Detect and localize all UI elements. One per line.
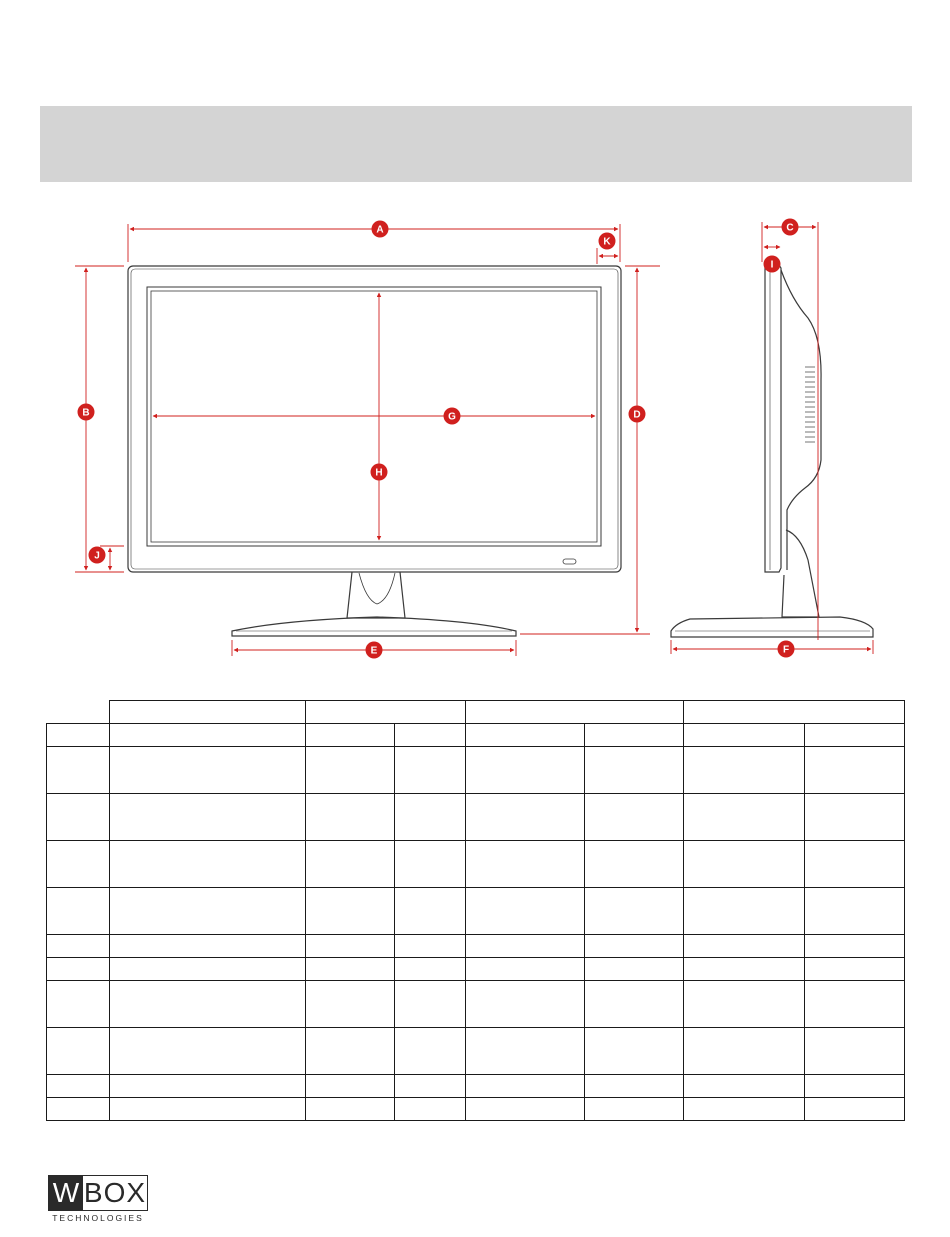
table-cell [585, 724, 684, 747]
table-cell [306, 935, 395, 958]
table-cell [805, 958, 905, 981]
front-view [128, 266, 621, 636]
monitor-outer-frame [128, 266, 621, 572]
logo-wordmark: BOX [83, 1177, 147, 1208]
table-cell [110, 747, 306, 794]
table-cell [110, 935, 306, 958]
table-cell [47, 981, 110, 1028]
badge-k [599, 233, 616, 250]
table-row [47, 1028, 905, 1075]
wbox-logo [48, 1175, 148, 1225]
table-cell [466, 888, 585, 935]
badge-f [778, 641, 795, 658]
table-row [47, 888, 905, 935]
table-cell [684, 724, 805, 747]
table-cell [306, 958, 395, 981]
table-cell [684, 747, 805, 794]
table-cell [805, 794, 905, 841]
table-cell [47, 888, 110, 935]
table-cell [306, 841, 395, 888]
table-cell [466, 701, 684, 724]
table-cell [684, 1028, 805, 1075]
table-cell [585, 1098, 684, 1121]
table-cell [110, 981, 306, 1028]
badge-b [78, 404, 95, 421]
table-cell [684, 958, 805, 981]
table-cell [395, 1075, 466, 1098]
table-group-header-row [47, 701, 905, 724]
table-row [47, 1075, 905, 1098]
svg-text:G: G [448, 411, 456, 423]
table-cell [395, 841, 466, 888]
badge-i [764, 256, 781, 273]
table-cell [47, 841, 110, 888]
table-cell [585, 958, 684, 981]
table-row [47, 935, 905, 958]
table-cell [585, 841, 684, 888]
table-cell [805, 888, 905, 935]
table-cell [466, 747, 585, 794]
table-cell [684, 701, 905, 724]
badge-h [371, 464, 388, 481]
table-cell [466, 1075, 585, 1098]
badge-e [366, 642, 383, 659]
badge-g [444, 408, 461, 425]
table-cell [306, 747, 395, 794]
table-cell [585, 1028, 684, 1075]
table-cell [805, 1075, 905, 1098]
table-cell [805, 747, 905, 794]
table-cell [395, 1098, 466, 1121]
table-cell [466, 958, 585, 981]
table-cell [110, 724, 306, 747]
table-row [47, 841, 905, 888]
table-cell [395, 1028, 466, 1075]
table-cell [585, 935, 684, 958]
side-back-shell [781, 270, 821, 570]
table-cell [47, 794, 110, 841]
table-cell [805, 1028, 905, 1075]
table-cell [110, 841, 306, 888]
table-cell [306, 724, 395, 747]
svg-text:I: I [770, 259, 774, 271]
stand-base [232, 617, 516, 636]
table-cell [110, 958, 306, 981]
table-cell [110, 1098, 306, 1121]
table-row [47, 981, 905, 1028]
table-cell [805, 981, 905, 1028]
badge-a [372, 221, 389, 238]
table-cell [306, 888, 395, 935]
table-header-row [47, 724, 905, 747]
table-cell [110, 1075, 306, 1098]
table-cell [110, 794, 306, 841]
screen [151, 291, 597, 542]
table-cell [306, 1098, 395, 1121]
power-button [563, 559, 576, 564]
table-cell [395, 958, 466, 981]
table-row [47, 1098, 905, 1121]
table-cell [306, 701, 466, 724]
side-panel [765, 265, 781, 572]
svg-text:A: A [376, 224, 384, 236]
table-cell [684, 888, 805, 935]
table-cell [466, 794, 585, 841]
table-cell [395, 888, 466, 935]
logo-subtitle: TECHNOLOGIES [52, 1213, 144, 1223]
svg-text:C: C [786, 222, 794, 234]
svg-text:F: F [782, 644, 790, 656]
table-cell [466, 1028, 585, 1075]
table-cell [684, 981, 805, 1028]
svg-text:B: B [82, 407, 90, 419]
badge-j [89, 547, 106, 564]
table-cell [466, 841, 585, 888]
table-cell [466, 1098, 585, 1121]
table-cell [684, 935, 805, 958]
table-cell [805, 935, 905, 958]
table-cell [585, 888, 684, 935]
table-cell [684, 1075, 805, 1098]
side-vents [805, 367, 815, 442]
table-cell [585, 747, 684, 794]
svg-text:E: E [370, 645, 378, 657]
table-cell [47, 1098, 110, 1121]
label-badges [78, 219, 799, 659]
table-cell [306, 1075, 395, 1098]
spec-table [46, 700, 905, 1121]
table-cell [110, 888, 306, 935]
table-cell [395, 981, 466, 1028]
logo-mark: W [49, 1176, 83, 1210]
table-cell [684, 1098, 805, 1121]
side-view [671, 265, 873, 637]
screen-bezel [147, 287, 601, 546]
monitor-inner-frame [131, 269, 618, 569]
table-cell [47, 747, 110, 794]
table-cell [306, 1028, 395, 1075]
table-row [47, 747, 905, 794]
side-stand-base [671, 617, 873, 637]
logo-box [48, 1175, 148, 1211]
table-cell [395, 935, 466, 958]
table-cell [805, 1098, 905, 1121]
table-cell [47, 1075, 110, 1098]
table-cell [585, 981, 684, 1028]
badge-c [782, 219, 799, 236]
svg-text:D: D [633, 409, 641, 421]
table-corner [47, 701, 110, 724]
table-cell [466, 935, 585, 958]
table-cell [110, 1028, 306, 1075]
table-cell [47, 958, 110, 981]
table-cell [466, 981, 585, 1028]
stand-neck [347, 572, 405, 618]
table-cell [805, 841, 905, 888]
table-cell [585, 794, 684, 841]
table-cell [47, 1028, 110, 1075]
table-cell [684, 794, 805, 841]
table-cell [395, 747, 466, 794]
table-cell [395, 794, 466, 841]
table-row [47, 794, 905, 841]
table-cell [684, 841, 805, 888]
table-cell [306, 794, 395, 841]
svg-text:J: J [94, 550, 100, 562]
table-cell [47, 724, 110, 747]
table-cell [110, 701, 306, 724]
table-cell [466, 724, 585, 747]
table-cell [805, 724, 905, 747]
table-cell [47, 935, 110, 958]
table-cell [585, 1075, 684, 1098]
table-cell [306, 981, 395, 1028]
table-row [47, 958, 905, 981]
table-cell [395, 724, 466, 747]
svg-text:H: H [375, 467, 383, 479]
badge-d [629, 406, 646, 423]
svg-text:K: K [603, 236, 611, 248]
